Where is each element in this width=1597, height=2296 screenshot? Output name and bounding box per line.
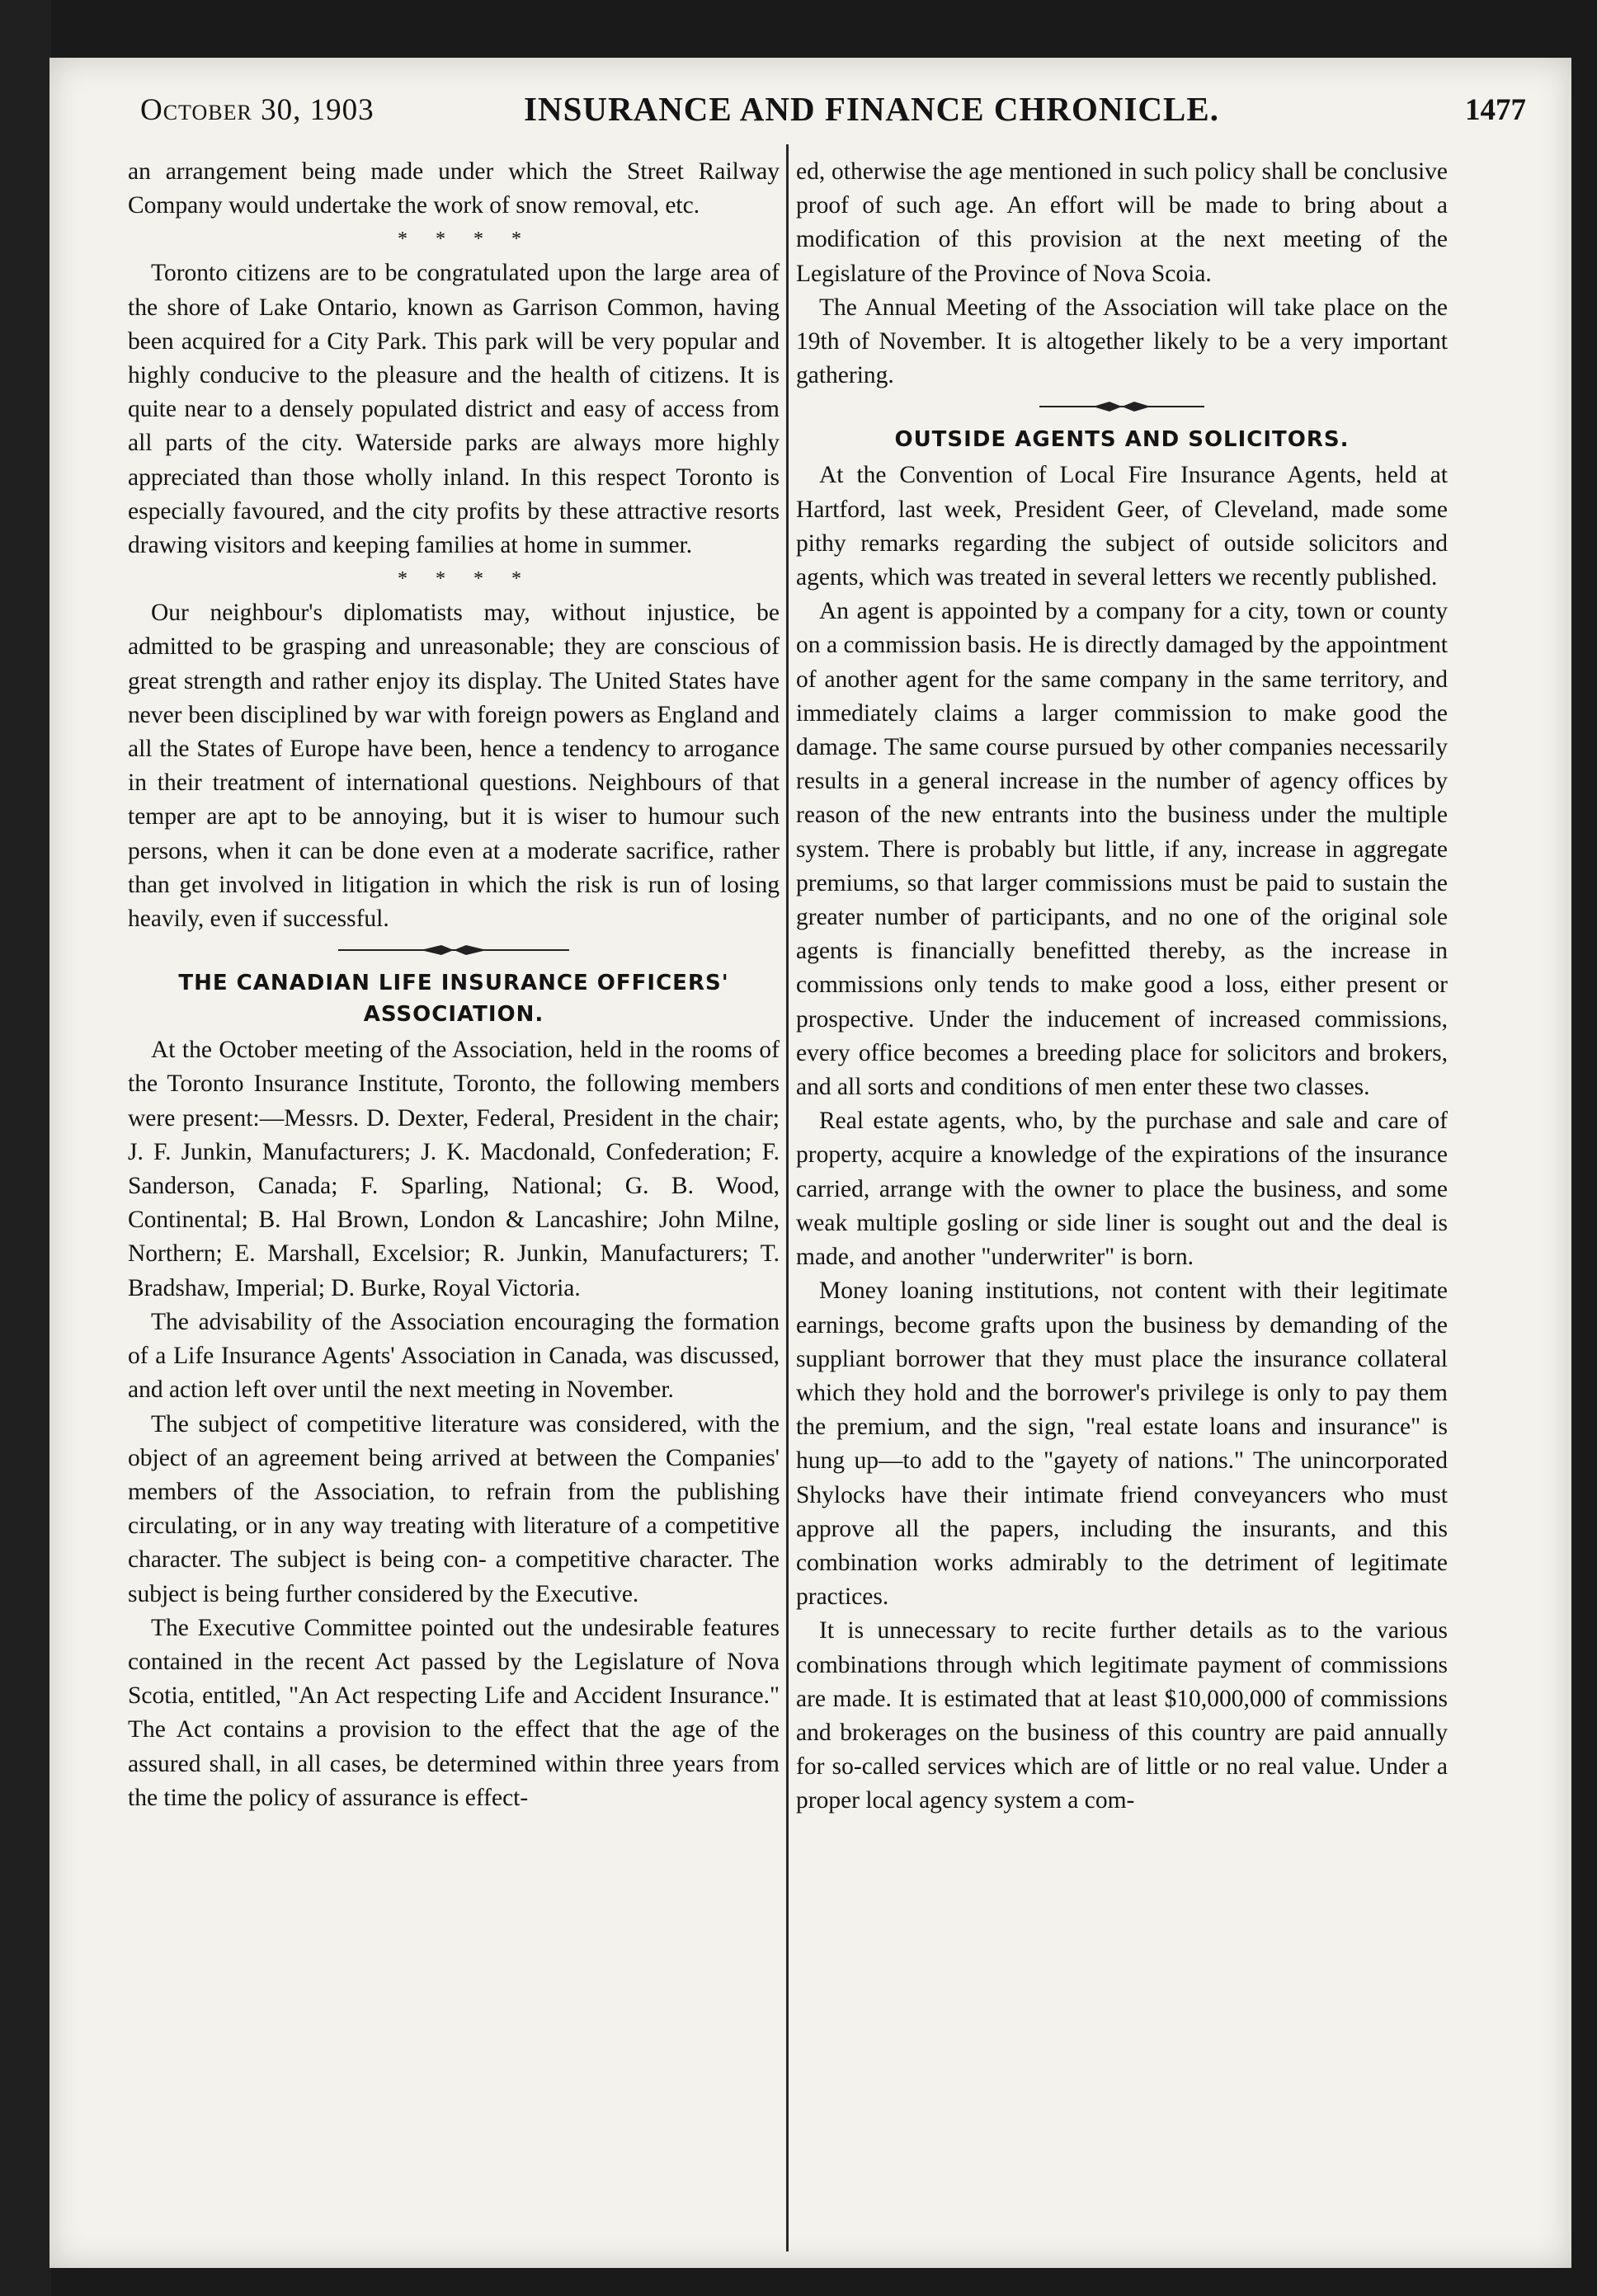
paragraph: It is unnecessary to recite further details as to the various combinations through which legitimate payment of commissions are made. It is estimated that at least $10,000,000 of commissions and brokerages on the business of this country are paid annually for so-called services which are of little or no real value. Under a proper local agency system a com-: [796, 1617, 1448, 1814]
left-column: [128, 155, 780, 1815]
paragraph: ed, otherwise the age mentioned in such policy shall be conclusive proof of such age. An effort will be made to bring about a modification of this provision at the next meeting of the Legislature of the Province of Nova Scoia.: [796, 158, 1448, 287]
ornament-rule-icon: [338, 944, 569, 956]
paragraph: Toronto citizens are to be congratulated upon the large area of the shore of Lake Ontario, known as Garrison Common, having been acquired for a City Park. This park will be very popular and highly conducive to the pleasure and the health of citizens. It is quite near to a densely populated district and easy of access from all parts of the city. Waterside parks are always more highly appreciated than those wholly inland. In this respect Toronto is especially favoured, and the city profits by these attractive resorts drawing visitors and keeping families at home in summer.: [128, 260, 780, 559]
journal-title: INSURANCE AND FINANCE CHRONICLE.: [524, 90, 1219, 128]
page-header: [140, 89, 1526, 139]
paragraph: an arrangement being made under which the Street Railway Company would undertake the work of snow removal, etc.: [128, 158, 780, 219]
paragraph: An agent is appointed by a company for a city, town or county on a commission basis. He is directly damaged by the appointment of another agent for the same company in the same territory, and immediately claims a larger commission to make good the damage. The same course pursued by other companies necessarily results in a general increase in the number of agency offices by reason of the new entrants into the business under the multiple system. There is probably but little, if any, increase in aggregate premiums, so that larger commissions must be paid to sustain the greater number of participants, and no one of the original sole agents is financially benefitted thereby, as the increase in commissions only tends to make good a loss, either present or prospective. Under the inducement of increased commissions, every office becomes a breeding place for solicitors and brokers, and all sorts and conditions of men enter these two classes.: [796, 598, 1448, 1101]
section-separator: * * * *: [398, 568, 533, 590]
paragraph: The Annual Meeting of the Association will take place on the 19th of November. It is altogether likely to be a very important gathering.: [796, 294, 1448, 389]
paragraph: At the Convention of Local Fire Insurance Agents, held at Hartford, last week, President Geer, of Cleveland, made some pithy remarks regarding the subject of outside solicitors and agents, which was treated in several letters we recently published.: [796, 462, 1448, 591]
right-column: [796, 155, 1448, 1818]
section-separator: * * * *: [398, 228, 533, 251]
paragraph: The subject of competitive literature was considered, with the object of an agreement being arrived at between the Companies' members of the Association, to refrain from the publishing circulating, or in any way treating with literature of a competitive character. The subject is being con- a competitive character. The subject is being further considered by the Executive.: [128, 1410, 780, 1607]
section-heading: THE CANADIAN LIFE INSURANCE OFFICERS' ASSOCIATION.: [178, 971, 729, 1028]
newspaper-page: [49, 58, 1571, 2268]
page-shadow-edge: [0, 0, 51, 2296]
paragraph: Our neighbour's diplomatists may, without injustice, be admitted to be grasping and unreasonable; they are conscious of great strength and rather enjoy its display. The United States have never been disciplined by war with foreign powers as England and all the States of Europe have been, hence a tendency to arrogance in their treatment of international questions. Neighbours of that temper are apt to be annoying, but it is wiser to humour such persons, when it can be done even at a moderate sacrifice, rather than get involved in litigation in which the risk is run of losing heavily, even if successful.: [128, 600, 780, 933]
page-number: 1477: [1465, 93, 1526, 127]
section-heading: OUTSIDE AGENTS AND SOLICITORS.: [894, 427, 1350, 453]
paragraph: Money loaning institutions, not content with their legitimate earnings, become grafts upon the business by demanding of the suppliant borrower that they must place the insurance collateral which they hold and the borrower's privilege is only to pay them the premium, and the sign, "real estate loans and insurance" is hung up—to add to the "gayety of nations." The unincorporated Shylocks have their intimate friend conveyancers who must approve all the papers, including the insurants, and this combination works admirably to the detriment of legitimate practices.: [796, 1277, 1448, 1611]
column-rule: [786, 144, 789, 2251]
header-date: October 30, 1903: [140, 93, 375, 127]
paragraph: Real estate agents, who, by the purchase and sale and care of property, acquire a knowledge of the expirations of the insurance carried, arrange with the owner to place the business, and some weak multiple gosling or side liner is sought out and the deal is made, and another "underwriter" is born.: [796, 1108, 1448, 1271]
paragraph: The Executive Committee pointed out the undesirable features contained in the recent Act passed by the Legislature of Nova Scotia, entitled, "An Act respecting Life and Accident Insurance." The Act contains a provision to the effect that the age of the assured shall, in all cases, be determined within three years from the time the policy of assurance is effect-: [128, 1614, 780, 1811]
paragraph: At the October meeting of the Association, held in the rooms of the Toronto Insurance Institute, Toronto, the following members were present:—Messrs. D. Dexter, Federal, President in the chair; J. F. Junkin, Manufacturers; J. K. Macdonald, Confederation; F. Sanderson, Canada; F. Sparling, National; G. B. Wood, Continental; B. Hal Brown, London & Lancashire; John Milne, Northern; E. Marshall, Excelsior; R. Junkin, Manufacturers; T. Bradshaw, Imperial; D. Burke, Royal Victoria.: [128, 1037, 780, 1301]
ornament-rule-icon: [1039, 401, 1204, 412]
paragraph: The advisability of the Association encouraging the formation of a Life Insurance Agents' Association in Canada, was discussed, and action left over until the next meeting in November.: [128, 1308, 780, 1404]
